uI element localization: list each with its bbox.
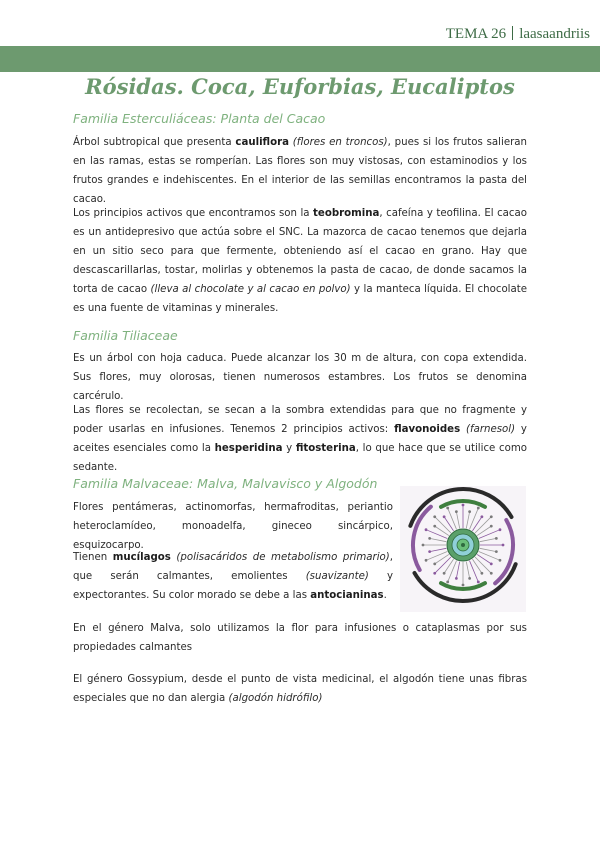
- section-heading-esterculiaceas: Familia Esterculiáceas: Planta del Cacao: [73, 111, 326, 126]
- flower-anther: [477, 581, 480, 584]
- flower-anther: [477, 507, 480, 510]
- header-tema: TEMA 26: [445, 26, 507, 42]
- header-green-band: [0, 46, 600, 72]
- flower-anther: [499, 528, 502, 531]
- flower-anther: [455, 510, 458, 513]
- flower-anther: [490, 572, 493, 575]
- paragraph: El género Gossypium, desde el punto de vista medicinal, el algodón tiene unas fibras especiales que no dan alergia (algodón hidrófilo): [73, 674, 527, 704]
- flower-anther: [446, 581, 449, 584]
- flower-anther: [422, 544, 425, 547]
- flower-anther: [462, 504, 465, 507]
- section-heading-malvaceae: Familia Malvaceae: Malva, Malvavisco y Algodón: [73, 476, 378, 491]
- flower-anther: [425, 559, 428, 562]
- flower-anther: [495, 537, 498, 540]
- section-heading-tiliaceae: Familia Tiliaceae: [73, 328, 178, 343]
- flower-anther: [499, 559, 502, 562]
- flower-anther: [490, 562, 493, 565]
- flower-anther: [502, 544, 505, 547]
- paragraph: Es un árbol con hoja caduca. Puede alcanzar los 30 m de altura, con copa extendida. Sus flores, muy olorosas, tienen numerosos estambres. Los frutos se denomina carcérulo.: [73, 353, 527, 402]
- flower-anther: [462, 584, 465, 587]
- flower-anther: [428, 550, 431, 553]
- paragraph: Árbol subtropical que presenta cauliflora (flores en troncos), pues si los frutos salieran en las ramas, estas se romperían. Las flores son muy vistosas, con estaminodios y los frutos grandes e indehiscentes. En el interior de las semillas encontramos la pasta del cacao.: [73, 137, 527, 205]
- flower-anther: [490, 525, 493, 528]
- flower-anther: [428, 537, 431, 540]
- flower-anther: [433, 515, 436, 518]
- flower-anther: [425, 528, 428, 531]
- flower-anther: [433, 572, 436, 575]
- flower-anther: [455, 577, 458, 580]
- flower-anther: [446, 507, 449, 510]
- paragraph: Tienen mucílagos (polisacáridos de metabolismo primario), que serán calmantes, emolientes (suavizante) y expectorantes. Su color morado se debe a las antocianinas.: [73, 552, 393, 601]
- flower-anther: [480, 572, 483, 575]
- flower-anther: [468, 577, 471, 580]
- top-bar: [0, 0, 600, 46]
- flower-anther: [443, 572, 446, 575]
- malva-flower-diagram-icon: [400, 486, 526, 612]
- page-header: [446, 26, 590, 43]
- flower-anther: [433, 525, 436, 528]
- paragraph: Los principios activos que encontramos son la teobromina, cafeína y teofilina. El cacao es un antidepresivo que actúa sobre el SNC. La mazorca de cacao tenemos que dejarla en un sitio seco para que fermente, obteniendo así el cacao en grano. Hay que descascarillarlas, tostar, molirlas y obtenemos la pasta de cacao, de donde sacamos la torta de cacao (lleva al chocolate y al cacao en polvo) y la manteca líquida. El chocolate es una fuente de vitaminas y minerales.: [73, 208, 528, 314]
- paragraph: Las flores se recolectan, se secan a la sombra extendidas para que no fragmente y poder usarlas en infusiones. Tenemos 2 principios activos: flavonoides (farnesol) y aceites esenciales como la hesperidina y fitosterina, lo que hace que se utilice como sedante.: [73, 405, 527, 473]
- flower-anther: [433, 562, 436, 565]
- page-title: Rósidas. Coca, Euforbias, Eucaliptos: [85, 74, 515, 99]
- paragraph: En el género Malva, solo utilizamos la flor para infusiones o cataplasmas por sus propiedades calmantes: [73, 623, 527, 653]
- flower-anther: [495, 550, 498, 553]
- flower-anther: [490, 515, 493, 518]
- header-separator: [512, 26, 513, 40]
- flower-anther: [480, 515, 483, 518]
- flower-anther: [468, 510, 471, 513]
- paragraph: Flores pentámeras, actinomorfas, hermafroditas, periantio heteroclamídeo, monoadelfa, gineceo sincárpico, esquizocarpo.: [73, 502, 393, 551]
- header-author: laasaandriis: [519, 26, 590, 42]
- flower-anther: [443, 515, 446, 518]
